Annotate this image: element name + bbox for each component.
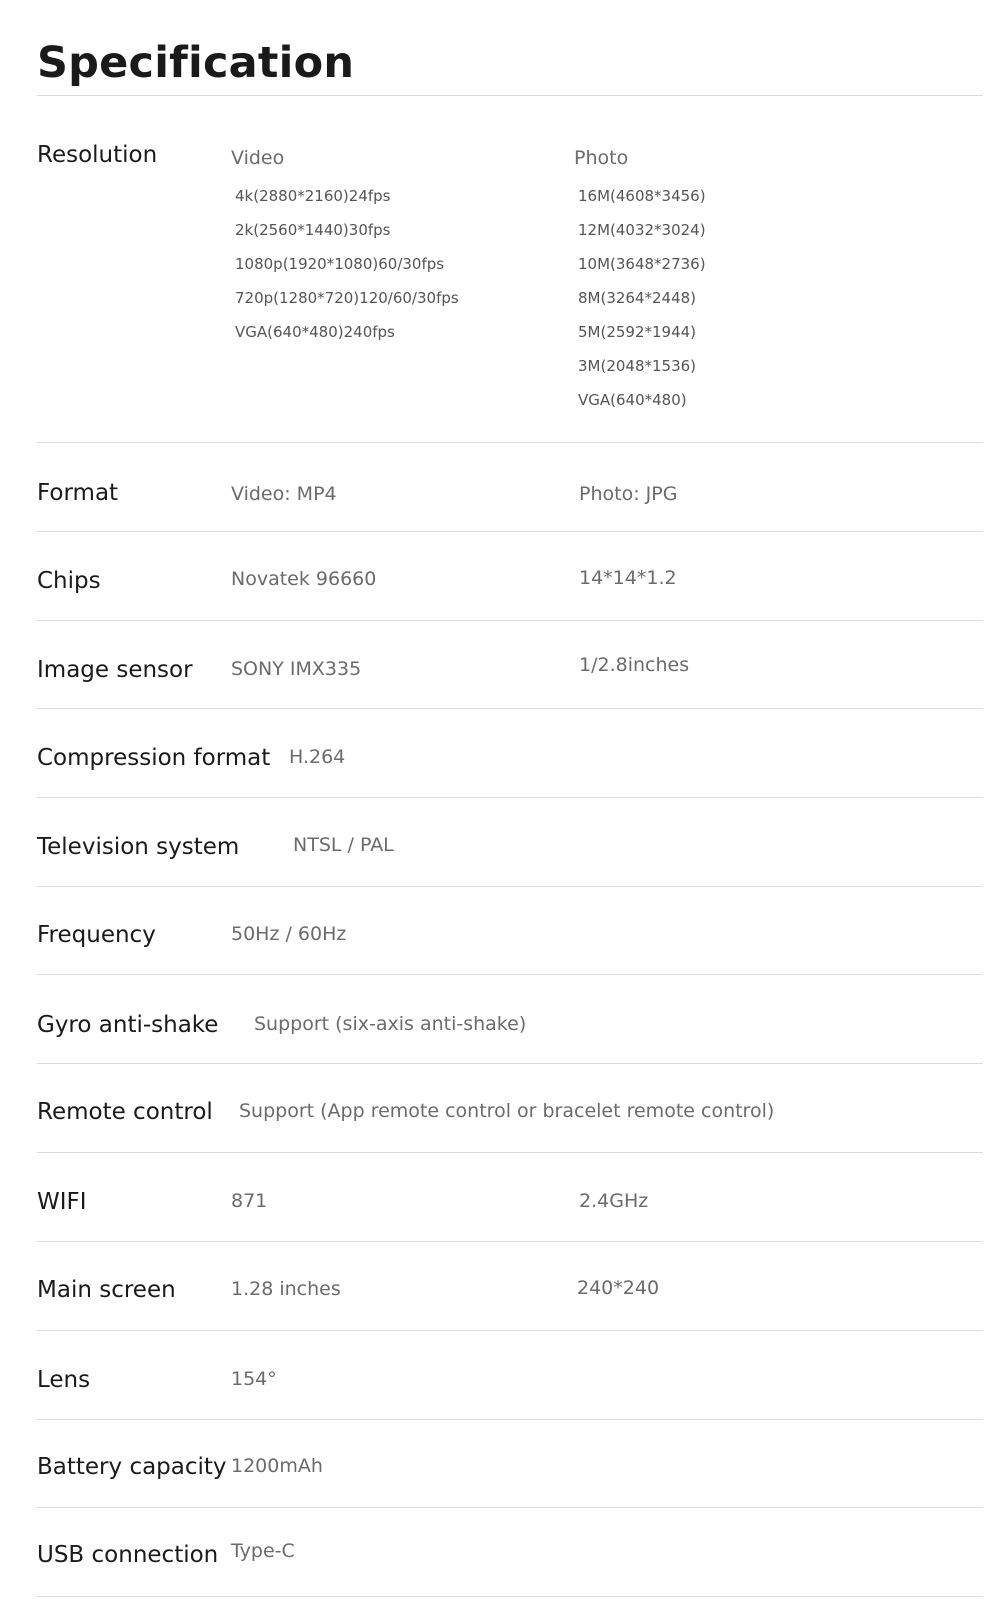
- spec-value-chips-size: 14*14*1.2: [579, 567, 677, 589]
- divider: [37, 442, 983, 443]
- list-item: 12M(4032*3024): [578, 221, 706, 239]
- video-resolution-list: [235, 179, 459, 349]
- photo-resolution-list: [578, 179, 706, 417]
- spec-label-lens: Lens: [37, 1367, 91, 1393]
- spec-value-gyro-anti-shake: Support (six-axis anti-shake): [254, 1013, 527, 1035]
- divider: [37, 620, 983, 621]
- spec-value-format-photo: Photo: JPG: [579, 483, 678, 505]
- page-title: Specification: [37, 38, 355, 88]
- spec-label-usb-connection: USB connection: [37, 1542, 219, 1568]
- list-item: 5M(2592*1944): [578, 323, 697, 341]
- divider: [37, 708, 983, 709]
- list-item: VGA(640*480)240fps: [235, 323, 395, 341]
- divider: [37, 1596, 983, 1597]
- spec-value-television-system: NTSL / PAL: [293, 834, 394, 856]
- spec-label-chips: Chips: [37, 568, 101, 594]
- spec-value-battery-capacity: 1200mAh: [231, 1455, 323, 1477]
- list-item: 2k(2560*1440)30fps: [235, 221, 391, 239]
- spec-label-main-screen: Main screen: [37, 1277, 176, 1303]
- spec-value-frequency: 50Hz / 60Hz: [231, 923, 347, 945]
- divider: [37, 886, 983, 887]
- spec-label-frequency: Frequency: [37, 922, 156, 948]
- spec-label-wifi: WIFI: [37, 1189, 87, 1215]
- photo-heading: Photo: [574, 147, 629, 169]
- spec-label-compression-format: Compression format: [37, 745, 271, 771]
- list-item: 1080p(1920*1080)60/30fps: [235, 255, 445, 273]
- spec-label-gyro-anti-shake: Gyro anti-shake: [37, 1012, 219, 1038]
- spec-value-format-video: Video: MP4: [231, 483, 337, 505]
- divider: [37, 1330, 983, 1331]
- spec-value-compression-format: H.264: [289, 746, 346, 768]
- spec-label-image-sensor: Image sensor: [37, 657, 193, 683]
- spec-value-main-screen-resolution: 240*240: [577, 1277, 660, 1299]
- divider: [37, 1419, 983, 1420]
- spec-label-television-system: Television system: [37, 834, 240, 860]
- list-item: 4k(2880*2160)24fps: [235, 187, 391, 205]
- spec-value-remote-control: Support (App remote control or bracelet remote control): [239, 1100, 775, 1122]
- spec-value-wifi: 871: [231, 1190, 268, 1212]
- spec-label-battery-capacity: Battery capacity: [37, 1454, 227, 1480]
- divider: [37, 1241, 983, 1242]
- list-item: 10M(3648*2736): [578, 255, 706, 273]
- list-item: 16M(4608*3456): [578, 187, 706, 205]
- list-item: 3M(2048*1536): [578, 357, 697, 375]
- video-heading: Video: [231, 147, 285, 169]
- spec-value-chips: Novatek 96660: [231, 568, 377, 590]
- spec-label-resolution: Resolution: [37, 142, 158, 168]
- divider: [37, 1152, 983, 1153]
- divider: [37, 1063, 983, 1064]
- spec-label-remote-control: Remote control: [37, 1099, 213, 1125]
- spec-value-image-sensor: SONY IMX335: [231, 658, 362, 680]
- divider: [37, 531, 983, 532]
- spec-value-sensor-size: 1/2.8inches: [579, 654, 690, 676]
- divider: [37, 797, 983, 798]
- divider: [37, 1507, 983, 1508]
- spec-value-main-screen: 1.28 inches: [231, 1278, 341, 1300]
- divider: [37, 95, 983, 96]
- spec-value-wifi-band: 2.4GHz: [579, 1190, 649, 1212]
- spec-value-usb-connection: Type-C: [231, 1540, 295, 1562]
- spec-label-format: Format: [37, 480, 119, 506]
- list-item: VGA(640*480): [578, 391, 687, 409]
- list-item: 720p(1280*720)120/60/30fps: [235, 289, 459, 307]
- divider: [37, 974, 983, 975]
- list-item: 8M(3264*2448): [578, 289, 697, 307]
- spec-value-lens: 154°: [231, 1368, 277, 1390]
